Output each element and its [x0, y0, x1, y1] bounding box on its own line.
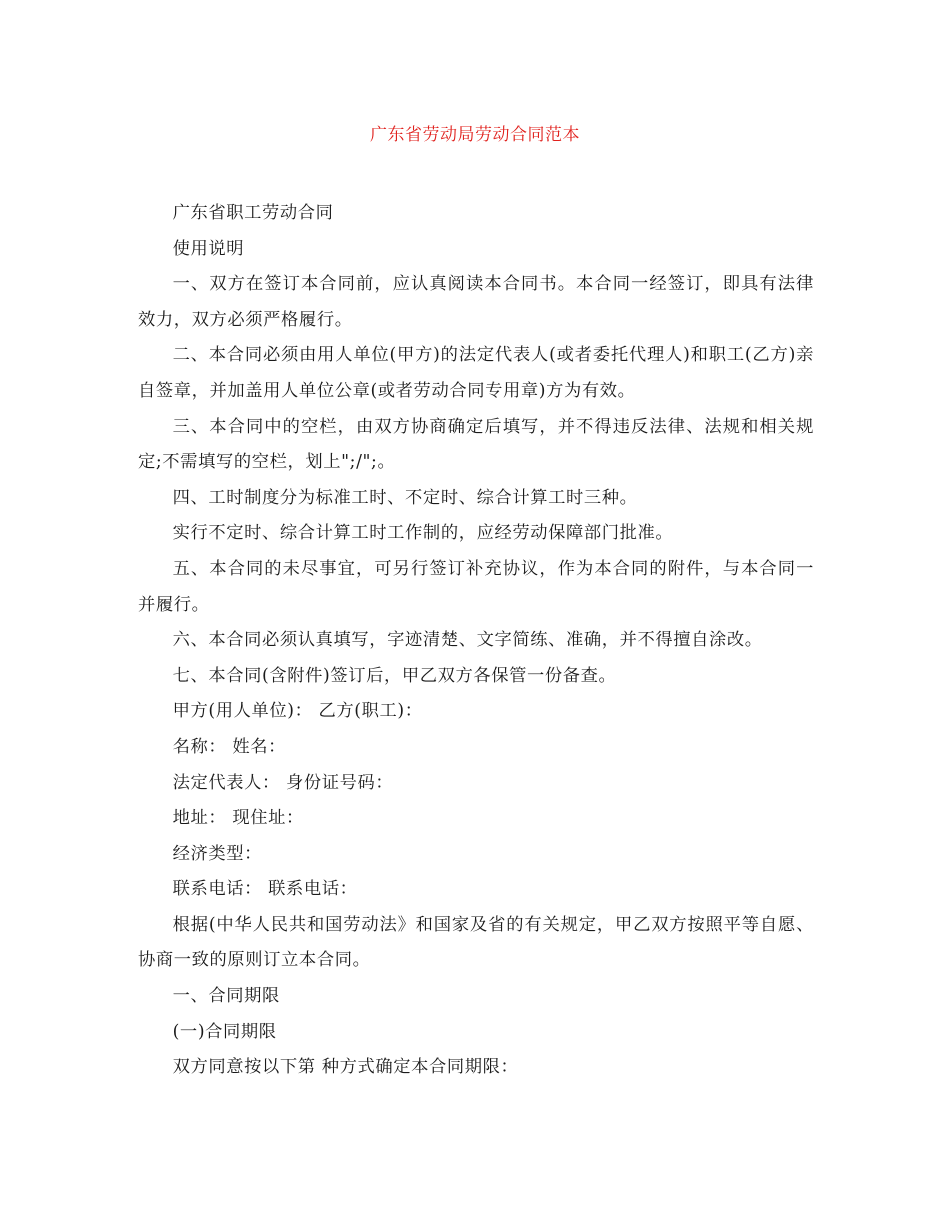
subsection-heading-term: (一)合同期限 — [172, 1021, 277, 1042]
paragraph-usage-4: 四、工时制度分为标准工时、不定时、综合计算工时三种。 — [172, 487, 638, 508]
paragraph-usage-heading: 使用说明 — [172, 238, 245, 259]
field-economic-type-label: 经济类型： — [172, 843, 263, 864]
paragraph-usage-1: 一、双方在签订本合同前，应认真阅读本合同书。本合同一经签订，即具有法律效力，双方必须严格履行。 — [138, 274, 814, 330]
paragraph-contract-name: 广东省职工劳动合同 — [172, 203, 334, 223]
document-title: 广东省劳动局劳动合同范本 — [370, 125, 580, 145]
paragraph-usage-4-note: 实行不定时、综合计算工时工作制的，应经劳动保障部门批准。 — [172, 523, 674, 544]
paragraph-usage-5: 五、本合同的未尽事宜，可另行签订补充协议，作为本合同的附件，与本合同一并履行。 — [138, 558, 814, 615]
paragraph-usage-7: 七、本合同(含附件)签订后，甲乙双方各保管一份备查。 — [172, 665, 617, 686]
field-phone-labels: 联系电话： 联系电话： — [172, 879, 358, 900]
field-address-labels: 地址： 现住址： — [172, 808, 304, 829]
paragraph-usage-2: 二、本合同必须由用人单位(甲方)的法定代表人(或者委托代理人)和职工(乙方)亲自签章，并加盖用人单位公章(或者劳动合同专用章)方为有效。 — [138, 345, 814, 401]
paragraph-usage-3: 三、本合同中的空栏，由双方协商确定后填写，并不得违反法律、法规和相关规定;不需填写的空栏，划上";/";。 — [138, 416, 814, 473]
field-representative-labels: 法定代表人： 身份证号码： — [172, 772, 394, 793]
section-heading-term: 一、合同期限 — [172, 986, 280, 1007]
field-party-labels: 甲方(用人单位)： 乙方(职工)： — [172, 701, 423, 722]
field-name-labels: 名称： 姓名： — [172, 736, 286, 757]
document-body — [138, 196, 814, 1086]
paragraph-usage-6: 六、本合同必须认真填写，字迹清楚、文字简练、准确，并不得擅自涂改。 — [172, 630, 763, 651]
paragraph-preamble: 根据(中华人民共和国劳动法》和国家及省的有关规定，甲乙双方按照平等自愿、协商一致的原则订立本合同。 — [138, 914, 814, 971]
paragraph-term-method: 双方同意按以下第 种方式确定本合同期限： — [172, 1057, 519, 1078]
